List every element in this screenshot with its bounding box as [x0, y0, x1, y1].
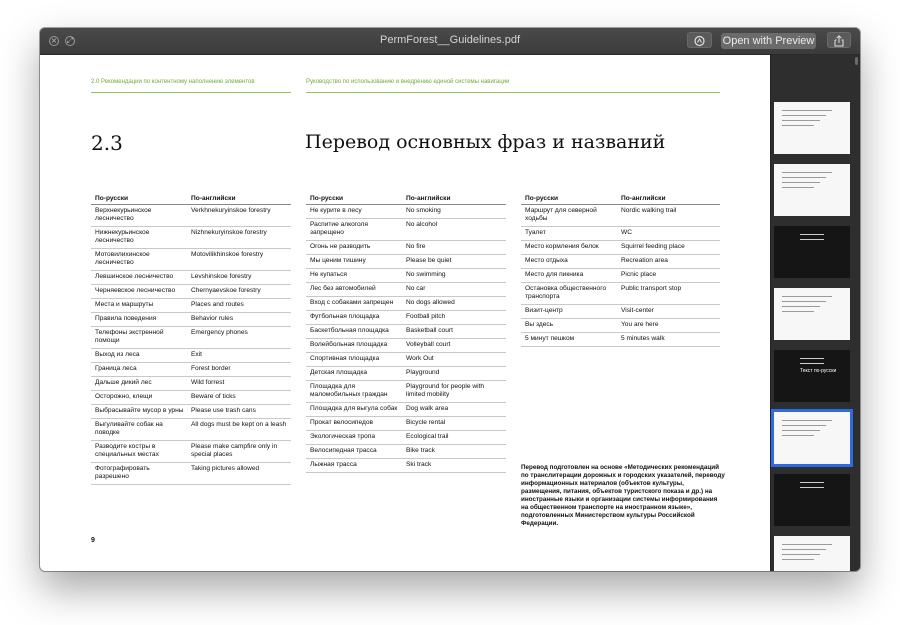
table-row [521, 305, 720, 319]
cell-english: No dogs allowed [406, 299, 455, 306]
header-russian: По-русски [310, 195, 344, 202]
cell-russian: Выбрасывайте мусор в урны [95, 407, 184, 414]
cell-russian: Распитие алкоголя запрещено [310, 221, 368, 236]
header-rule-left [91, 92, 291, 93]
page-thumbnail[interactable] [774, 102, 850, 154]
markup-icon[interactable] [687, 32, 712, 48]
page-thumbnail[interactable] [774, 474, 850, 526]
cell-english: Emergency phones [191, 329, 248, 336]
table-row [306, 381, 506, 403]
table-row [521, 319, 720, 333]
cell-english: Nordic walking trail [621, 207, 677, 214]
thumbnail-text-line [782, 172, 832, 173]
table-header [91, 194, 291, 205]
cell-russian: Осторожно, клещи [95, 393, 153, 400]
cell-russian: Фотографировать разрешено [95, 465, 150, 480]
cell-russian: Спортивная площадка [310, 355, 380, 362]
cell-english: Beware of ticks [191, 393, 236, 400]
thumbnail-text-line [782, 301, 826, 302]
thumbnail-text-line [782, 306, 820, 307]
thumbnail-text-line [782, 425, 826, 426]
thumbnail-text-line [782, 110, 832, 111]
table-row [91, 249, 291, 271]
thumbnail-text-line [782, 296, 832, 297]
cell-english: Ecological trail [406, 433, 449, 440]
table-row [91, 363, 291, 377]
table-row [521, 227, 720, 241]
table-row [306, 403, 506, 417]
cell-english: Dog walk area [406, 405, 449, 412]
cell-english: Picnic place [621, 271, 657, 278]
cell-english: Playground for people with limited mobility [406, 383, 485, 398]
page-title: Перевод основных фраз и названий [305, 131, 666, 153]
header-english: По-английски [621, 195, 666, 202]
cell-english: No smoking [406, 207, 441, 214]
cell-russian: Выход из леса [95, 351, 140, 358]
cell-english: Squirrel feeding place [621, 243, 685, 250]
cell-russian: Площадка для выгула собак [310, 405, 398, 412]
table-row [91, 327, 291, 349]
thumbnail-text-line [800, 239, 824, 240]
cell-english: Public transport stop [621, 285, 682, 292]
cell-english: Bike track [406, 447, 435, 454]
cell-russian: Вход с собаками запрещен [310, 299, 394, 306]
cell-russian: Остановка общественного транспорта [525, 285, 607, 300]
table-row [306, 311, 506, 325]
cell-russian: Верхнекурьинское лесничество [95, 207, 152, 222]
cell-english: Please use trash cans [191, 407, 256, 414]
cell-english: Ski track [406, 461, 432, 468]
page-thumbnail[interactable] [774, 226, 850, 278]
table-row [306, 255, 506, 269]
cell-russian: Граница леса [95, 365, 137, 372]
cell-russian: Нижнекурьинское лесничество [95, 229, 150, 244]
cell-russian: Волейбольная площадка [310, 341, 388, 348]
section-number: 2.3 [91, 131, 123, 155]
header-english: По-английски [191, 195, 236, 202]
cell-russian: Лес без автомобилей [310, 285, 376, 292]
cell-russian: Разводите костры в специальных местах [95, 443, 159, 458]
thumbnail-text-line [782, 182, 820, 183]
table-row [521, 333, 720, 347]
cell-russian: Левшинское лесничество [95, 273, 174, 280]
cell-english: Please be quiet [406, 257, 452, 264]
table-row [306, 325, 506, 339]
cell-english: Levshinskoe forestry [191, 273, 252, 280]
header-english: По-английски [406, 195, 451, 202]
thumbnail-text-line [782, 187, 814, 188]
table-row [91, 405, 291, 419]
cell-russian: Правила поведения [95, 315, 157, 322]
thumbnail-text-line [782, 420, 832, 421]
cell-english: Visit-center [621, 307, 654, 314]
cell-english: Football pitch [406, 313, 446, 320]
cell-russian: Мотовилихинское лесничество [95, 251, 150, 266]
table-row [306, 219, 506, 241]
thumbnail-text-line [782, 435, 814, 436]
table-row [306, 431, 506, 445]
cell-english: Wild forrest [191, 379, 225, 386]
cell-english: No fire [406, 243, 426, 250]
cell-english: Volleyball court [406, 341, 451, 348]
thumbnail-text-line [800, 234, 824, 235]
cell-russian: Детская площадка [310, 369, 368, 376]
table-row [306, 205, 506, 219]
cell-english: Chernyaevskoe forestry [191, 287, 261, 294]
cell-russian: Площадка для маломобильных граждан [310, 383, 388, 398]
cell-english: Basketball court [406, 327, 453, 334]
table-row [91, 227, 291, 249]
thumbnail-text-line [782, 120, 820, 121]
cell-english: Verkhnekuryinskoe forestry [191, 207, 271, 214]
translation-note: Перевод подготовлен на основе «Методических рекомендаций по транслитерации дорожных и городских указателей, переводу информационных материалов (объектов культуры, размещения, питания, объектов туристского показа и др.) на иностранные языки и организации системы информирования на общественном транспорте на иностранном языке», подготовленных Министерством культуры Российской Федерации. [521, 464, 725, 527]
phrase-table-3 [521, 194, 720, 347]
thumbnail-text-line [782, 311, 814, 312]
cell-english: All dogs must be kept on a leash [191, 421, 287, 428]
table-header [521, 194, 720, 205]
cell-russian: Место кормления белок [525, 243, 599, 250]
cell-english: Exit [191, 351, 202, 358]
table-row [306, 339, 506, 353]
cell-russian: Футбольная площадка [310, 313, 380, 320]
open-with-preview-button[interactable]: Open with Preview [722, 35, 815, 47]
phrase-table-2 [306, 194, 506, 473]
cell-english: No swimming [406, 271, 446, 278]
cell-english: Bicycle rental [406, 419, 446, 426]
table-row [91, 299, 291, 313]
cell-english: Recreation area [621, 257, 668, 264]
cell-russian: Велосипедная трасса [310, 447, 377, 454]
thumbnail-text-line [800, 482, 824, 483]
cell-russian: Не курите в лесу [310, 207, 362, 214]
sidebar-scrollbar[interactable] [855, 57, 858, 65]
cell-russian: Место для пикника [525, 271, 584, 278]
header-rule-right [306, 92, 720, 93]
table-row [306, 283, 506, 297]
thumbnail-text-line [782, 554, 820, 555]
thumbnail-text-line [782, 544, 832, 545]
table-row [306, 297, 506, 311]
table-row [91, 205, 291, 227]
cell-english: Nizhnekuryinskoe forestry [191, 229, 267, 236]
cell-russian: Телефоны экстренной помощи [95, 329, 164, 344]
cell-russian: Черняевское лесничество [95, 287, 176, 294]
table-row [91, 463, 291, 485]
cell-english: WC [621, 229, 632, 236]
thumbnail-text-line [782, 559, 814, 560]
cell-english: Behavior rules [191, 315, 234, 322]
thumbnail-text-line [800, 363, 824, 364]
cell-russian: 5 минут пешком [525, 335, 575, 342]
cell-russian: Выгуливайте собак на поводке [95, 421, 163, 436]
table-row [521, 255, 720, 269]
table-row [521, 241, 720, 255]
cell-english: Motovilikhinskoe forestry [191, 251, 264, 258]
title-bar [40, 28, 860, 55]
cell-english: Taking pictures allowed [191, 465, 260, 472]
thumbnail-text-line [800, 487, 824, 488]
table-row [521, 269, 720, 283]
phrase-table-1 [91, 194, 291, 485]
quicklook-window [40, 28, 860, 571]
header-russian: По-русски [525, 195, 559, 202]
share-icon[interactable] [827, 32, 851, 48]
page-thumbnail[interactable] [774, 350, 850, 402]
page-thumbnail[interactable] [774, 288, 850, 340]
cell-russian: Визит-центр [525, 307, 563, 314]
fullscreen-icon[interactable]: ⤢ [66, 36, 74, 45]
table-row [91, 377, 291, 391]
cell-english: No car [406, 285, 426, 292]
cell-russian: Баскетбольная площадка [310, 327, 389, 334]
cell-russian: Прокат велосипедов [310, 419, 374, 426]
table-row [91, 313, 291, 327]
thumbnail-label: Текст по-русски [800, 368, 837, 374]
table-row [521, 283, 720, 305]
table-row [91, 285, 291, 299]
page-thumbnail[interactable] [774, 412, 850, 464]
cell-russian: Мы ценим тишину [310, 257, 366, 264]
cell-russian: Огонь не разводить [310, 243, 371, 250]
thumbnail-text-line [800, 358, 824, 359]
cell-russian: Дальше дикий лес [95, 379, 152, 386]
cell-russian: Маршрут для северной ходьбы [525, 207, 597, 222]
cell-russian: Туалет [525, 229, 546, 236]
table-row [306, 445, 506, 459]
thumbnail-text-line [782, 549, 826, 550]
page-thumbnail[interactable] [774, 536, 850, 571]
cell-russian: Экологическая тропа [310, 433, 375, 440]
cell-english: You are here [621, 321, 659, 328]
table-row [91, 271, 291, 285]
page-number: 9 [91, 537, 95, 544]
table-row [306, 241, 506, 255]
cell-russian: Места и маршруты [95, 301, 154, 308]
thumbnail-text-line [782, 430, 820, 431]
thumbnail-sidebar[interactable] [770, 55, 860, 571]
table-row [306, 367, 506, 381]
close-icon[interactable]: × [50, 36, 58, 45]
thumbnail-text-line [782, 177, 826, 178]
table-row [91, 419, 291, 441]
table-row [306, 269, 506, 283]
window-title: PermForest__Guidelines.pdf [379, 34, 520, 46]
table-row [306, 459, 506, 473]
thumbnail-text-line [782, 115, 826, 116]
cell-english: 5 minutes walk [621, 335, 665, 342]
table-row [91, 391, 291, 405]
header-right: Руководство по использованию и внедрению единой системы навигации [306, 79, 510, 85]
header-russian: По-русски [95, 195, 129, 202]
table-row [91, 349, 291, 363]
cell-english: No alcohol [406, 221, 438, 228]
table-row [306, 417, 506, 431]
cell-english: Forest border [191, 365, 231, 372]
cell-english: Playground [406, 369, 440, 376]
cell-russian: Место отдыха [525, 257, 568, 264]
cell-english: Places and routes [191, 301, 244, 308]
cell-english: Please make campfire only in special places [191, 443, 278, 458]
table-row [306, 353, 506, 367]
table-header [306, 194, 506, 205]
page-thumbnail[interactable] [774, 164, 850, 216]
cell-english: Work Out [406, 355, 434, 362]
table-row [521, 205, 720, 227]
header-left: 2.0 Рекомендации по контентному наполнению элементов [91, 79, 255, 85]
table-row [91, 441, 291, 463]
cell-russian: Не купаться [310, 271, 347, 278]
cell-russian: Вы здесь [525, 321, 554, 328]
pdf-page [40, 55, 770, 571]
cell-russian: Лыжная трасса [310, 461, 357, 468]
thumbnail-text-line [782, 125, 814, 126]
